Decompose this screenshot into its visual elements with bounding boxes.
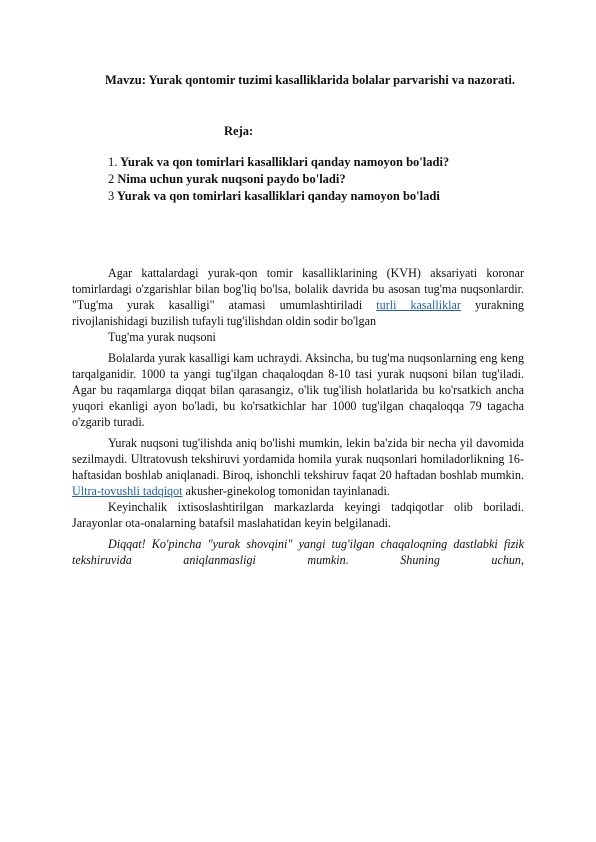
outline-text: Nima uchun yurak nuqsoni paydo bo'ladi? — [117, 172, 346, 186]
outline-item — [108, 154, 449, 171]
outline-text: Yurak va qon tomirlari kasalliklari qanday namoyon bo'ladi? — [120, 155, 450, 169]
outline-item — [108, 188, 449, 205]
paragraph-text: Agar kattalardagi yurak-qon tomir kasalliklarining (KVH) aksariyati koronar tomirlardagi o'zgarishlar bilan bog'liq bo'lsa, bolalik davrida bu asosan tug'ma nuqsonlardir. "Tug'ma yurak kasalligi" atamasi umumlashtiriladi — [72, 266, 524, 312]
paragraph-diagnosis — [72, 435, 524, 499]
paragraph-text: yurakning rivojlanishidagi buzilish tufayli tug'ilishdan oldin sodir bo'lgan — [72, 298, 524, 328]
paragraph-research: Keyinchalik ixtisoslashtirilgan markazlarda keyingi tadqiqotlar olib boriladi. Jarayonlar ota-onalarning batafsil maslahatidan keyin belgilanadi. — [72, 500, 524, 530]
paragraph-attention: Diqqat! Ko'pincha "yurak shovqini" yangi tug'ilgan chaqaloqning dastlabki fizik tekshiruvida aniqlanmasligi mumkin. Shuning uchun, — [72, 537, 524, 567]
outline-item — [108, 171, 449, 188]
outline-number: 2 — [108, 172, 115, 186]
plan-outline — [108, 154, 449, 205]
outline-number: 3 — [108, 189, 115, 203]
link-ultra-tovushli-tadqiqot[interactable]: Ultra-tovushli tadqiqot — [72, 484, 183, 498]
paragraph-text: akusher-ginekolog tomonidan tayinlanadi. — [182, 484, 390, 498]
document-title: Mavzu: Yurak qontomir tuzimi kasalliklarida bolalar parvarishi va nazorati. — [104, 73, 516, 87]
plan-heading: Reja: — [224, 124, 254, 138]
body-text — [72, 265, 524, 568]
outline-text: Yurak va qon tomirlari kasalliklari qanday namoyon bo'ladi — [116, 189, 440, 203]
paragraph-statistics: Bolalarda yurak kasalligi kam uchraydi. Aksincha, bu tug'ma nuqsonlarning eng keng tarqalganidir. 1000 ta yangi tug'ilgan chaqaloqdan 8-10 tasi yurak nuqsoni bilan tug'iladi. Agar bu raqamlarga diqqat bilan qarasangiz, o'lik tug'ilish holatlarida bu ko'rsatkich ancha yuqori ekanligi ayon bo'ladi, bu ko'rsatkichlar har 1000 tug'ilgan chaqaloqqa 79 tagacha o'zgarib turadi. — [72, 351, 524, 429]
link-turli-kasalliklar[interactable]: turli kasalliklar — [376, 298, 461, 312]
paragraph-text: Yurak nuqsoni tug'ilishda aniq bo'lishi mumkin, lekin ba'zida bir necha yil davomida sezilmaydi. Ultratovush tekshiruvi yordamida homila yurak nuqsonlari homiladorlikning 16-haftasidan boshlab aniqlanadi. Biroq, ishonchli tekshiruv faqat 20 haftadan boshlab mumkin. — [72, 436, 524, 482]
outline-number: 1. — [108, 155, 118, 169]
paragraph-intro — [72, 265, 524, 329]
paragraph-subheading: Tug'ma yurak nuqsoni — [108, 330, 216, 344]
